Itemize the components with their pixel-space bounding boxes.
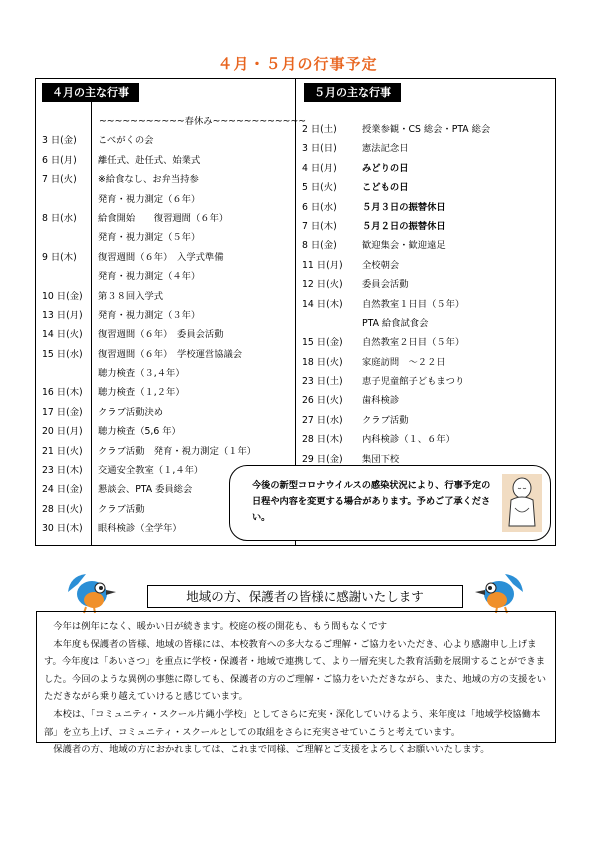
list-item: 発育・視力測定（５年） — [98, 232, 201, 244]
list-item: 23 日(土) 恵子児童館子どもまつり — [302, 376, 465, 388]
list-item: 8 日(水) 給食開始 復習週間（６年） — [42, 212, 229, 224]
bowing-person-icon — [502, 474, 542, 532]
list-item: 10 日(金) 第３８回入学式 — [42, 290, 164, 302]
list-item: 7 日(木) ５月２日の振替休日 — [302, 220, 446, 232]
thanks-body — [44, 618, 549, 759]
main-title: ４月・５月の行事予定 — [217, 55, 378, 73]
list-item: 20 日(月) 聴力検査（5,6 年） — [42, 426, 181, 438]
paragraph: 本校は、「コミュニティ・スクール片縄小学校」としてさらに充実・深化していけるよう、来年度は「地域学校協働本部」を立ち上げ、コミュニティ・スクールとしての取組をさらに充実させていこうと考えています。 — [44, 708, 541, 738]
bowing-person-illustration — [502, 474, 542, 532]
list-item: 14 日(火) 復習週間（６年） 委員会活動 — [42, 329, 224, 341]
list-item: ~~~~~~~~~~~春休み~~~~~~~~~~~~ — [99, 116, 307, 127]
schedule-box — [35, 78, 556, 546]
list-item: 28 日(木) 内科検診（１、６年） — [302, 434, 455, 446]
list-item: 16 日(木) 聴力検査（１,２年） — [42, 387, 185, 399]
bird-icon — [64, 570, 116, 614]
thanks-box — [36, 611, 556, 756]
may-header: ５月の主な行事 — [304, 83, 401, 102]
list-item: 6 日(水) ５月３日の振替休日 — [302, 201, 446, 213]
list-item: 15 日(金) 自然教室２日目（５年） — [302, 337, 465, 349]
list-item: 9 日(木) 復習週間（６年） 入学式準備 — [42, 251, 224, 263]
notice-text: 今後の新型コロナウイルスの感染状況により、行事予定の日程や内容を変更する場合があります。予めご了承ください。 — [252, 480, 491, 523]
list-item: 8 日(金) 歓迎集会・歓迎遠足 — [302, 240, 446, 252]
bird-icon — [475, 570, 527, 614]
paragraph: 本年度も保護者の皆様、地域の皆様には、本校教育への多大なるご理解・ご協力をいただき、心より感謝申し上げます。今年度は「あいさつ」を重点に学校・保護者・地域で連携して、より一層充実した教育活動を展開することができました。今回のような異例の事態に際しても、保護者の方のご理解・ご協力をいただきながら、また、地域の方の支援をいただきながら乗り越えていけると感じています。 — [44, 638, 547, 703]
april-header: ４月の主な行事 — [42, 83, 139, 102]
list-item: 29 日(金) 集団下校 — [302, 453, 400, 465]
list-item: 12 日(火) 委員会活動 — [302, 279, 409, 291]
list-item: 24 日(金) 懇談会、PTA 委員総会 — [42, 484, 193, 496]
list-item: 聴力検査（３,４年） — [98, 368, 185, 380]
list-item: 3 日(日) 憲法記念日 — [302, 143, 409, 155]
list-item: 21 日(火) クラブ活動 発育・視力測定（１年） — [42, 445, 257, 457]
list-item: 14 日(木) 自然教室１日目（５年） — [302, 298, 465, 310]
covid-notice — [229, 465, 551, 541]
paragraph: 保護者の方、地域の方におかれましては、これまで同様、ご理解とご支援をよろしくお願いいたします。 — [53, 744, 490, 756]
list-item: 11 日(月) 全校朝会 — [302, 259, 400, 271]
list-item: 5 日(火) こどもの日 — [302, 182, 409, 194]
list-item: 発育・視力測定（６年） — [98, 193, 201, 205]
list-item: 27 日(水) クラブ活動 — [302, 414, 409, 426]
thanks-heading: 地域の方、保護者の皆様に感謝いたします — [147, 585, 463, 608]
list-item: 28 日(火) クラブ活動 — [42, 503, 145, 515]
list-item: 15 日(水) 復習週間（６年） 学校運営協議会 — [42, 348, 243, 360]
list-item: 30 日(木) 眼科検診（全学年） — [42, 523, 182, 535]
list-item: 6 日(月) 離任式、赴任式、始業式 — [42, 154, 201, 166]
list-item: 3 日(金) こべがくの会 — [42, 135, 154, 147]
list-item: 26 日(火) 歯科検診 — [302, 395, 400, 407]
list-item: 発育・視力測定（４年） — [98, 271, 201, 283]
list-item: 23 日(木) 交通安全教室（１,４年） — [42, 465, 204, 477]
list-item: 13 日(月) 発育・視力測定（３年） — [42, 309, 201, 321]
list-item: 18 日(火) 家庭訪問 ～２２日 — [302, 356, 446, 368]
list-item: 2 日(土) 授業参観・CS 総会・PTA 総会 — [302, 124, 491, 135]
list-item: 4 日(月) みどりの日 — [302, 162, 409, 174]
list-item: 17 日(金) クラブ活動決め — [42, 406, 164, 418]
list-item: PTA 給食試食会 — [362, 317, 429, 329]
paragraph: 今年は例年になく、暖かい日が続きます。校庭の桜の開花も、もう間もなくです — [53, 621, 388, 632]
list-item: 7 日(火) ※給食なし、お弁当持参 — [42, 174, 199, 186]
may-list — [302, 120, 552, 469]
